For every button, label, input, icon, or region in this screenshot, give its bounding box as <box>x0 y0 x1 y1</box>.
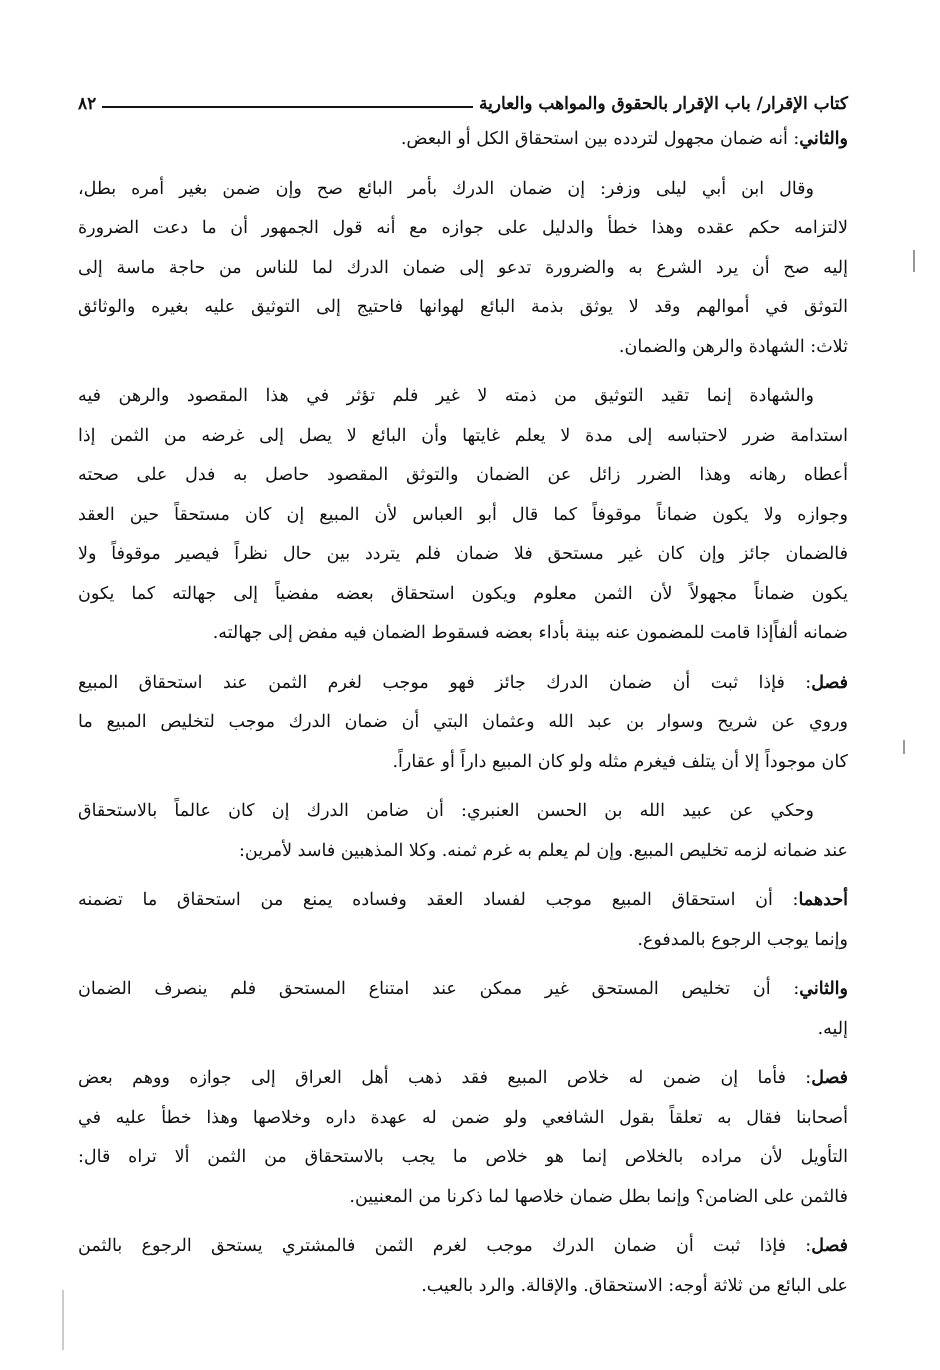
line-text: : أنه ضمان مجهول لتردده بين استحقاق الكل أو البعض. <box>400 129 800 149</box>
paragraph <box>78 170 848 368</box>
line-text: والشهادة إنما تقيد التوثيق من ذمته لا غير فلم تؤثر في هذا المقصود والرهن فيه <box>78 386 814 406</box>
text-line <box>78 288 848 328</box>
lead-word: فصل <box>811 672 848 693</box>
line-text: أعطاه رهانه وهذا الضرر زائل عن الضمان والتوثق المقصود حاصل به فدل على صحته <box>78 465 848 485</box>
line-text: إليه صح أن يرد الشرع به والضرورة تدعو إلى ضمان الدرك لما للناس من حاجة ماسة إلى <box>78 257 848 278</box>
text-line <box>78 743 848 783</box>
text-line <box>78 970 848 1010</box>
lead-word: فصل <box>811 1068 848 1088</box>
text-line <box>78 664 848 704</box>
text-line <box>78 328 848 368</box>
paragraph <box>78 1227 848 1306</box>
paragraph <box>78 970 848 1049</box>
running-header <box>78 86 848 114</box>
scan-mark <box>62 1290 64 1350</box>
text-line <box>78 1099 848 1139</box>
line-text: يكون ضماناً مجهولاً لأن الثمن معلوم ويكون استحقاق بعضه مفضياً إلى جهالته كما يكون <box>78 583 848 604</box>
paragraph <box>78 664 848 783</box>
line-text: استدامة ضرر لاحتباسه إلى مدة لا يعلم غايتها وأن البائع لا يصل إلى غرضه من الثمن إذا <box>78 425 848 446</box>
text-line <box>78 120 848 160</box>
text-line <box>78 1178 848 1218</box>
paragraph <box>78 1059 848 1217</box>
paragraph <box>78 377 848 654</box>
line-text: : فإذا ثبت أن ضمان الدرك موجب لغرم الثمن فالمشتري يستحق الرجوع بالثمن <box>78 1236 812 1256</box>
line-text: ضمانه ألفاًإذا قامت للمضمون عنه بينة بأداء بعضه فسقوط الضمان فيه مفض إلى جهالته. <box>212 623 848 643</box>
line-text: : فأما إن ضمن له خلاص المبيع فقد ذهب أهل العراق إلى جوازه ووهم بعض <box>78 1068 812 1088</box>
text-line <box>78 575 848 615</box>
line-text: أصحابنا فقال به تعلقاً بقول الشافعي ولو ضمن له عهدة داره وخلاصها وهذا خطأ عليه في <box>78 1107 848 1128</box>
header-title: كتاب الإقرار/ باب الإقرار بالحقوق والمواهب والعارية <box>478 94 848 114</box>
text-line <box>78 456 848 496</box>
text-line <box>78 703 848 743</box>
text-line <box>78 792 848 832</box>
scan-mark <box>903 740 905 754</box>
text-line <box>78 377 848 417</box>
text-line <box>78 249 848 289</box>
text-line <box>78 1267 848 1307</box>
text-line <box>78 1010 848 1050</box>
page-number: ٨٢ <box>78 94 97 114</box>
line-text: ثلاث: الشهادة والرهن والضمان. <box>618 336 848 357</box>
line-text: : أن تخليص المستحق غير ممكن عند امتناع المستحق فلم ينصرف الضمان <box>78 979 800 999</box>
text-line <box>78 170 848 210</box>
line-text: وجوازه ولا يكون ضماناً موقوفاً كما قال أبو العباس لأن المبيع إن كان مستحقاً حين العقد <box>78 504 848 525</box>
line-text: فالضمان جائز وإن كان غير مستحق فلا ضمان فلم يتردد بين حال نظراً فيصير موقوفاً ولا <box>78 544 848 564</box>
lead-word: والثاني <box>799 129 848 149</box>
line-text: لالتزامه حكم عقده وهذا خطأ والدليل على جوازه مع أنه قول الجمهور أن ما دعت الضرورة <box>78 218 848 238</box>
page-body <box>78 120 848 1306</box>
lead-word: فصل <box>811 1236 848 1256</box>
scan-mark <box>913 250 915 272</box>
lead-word: والثاني <box>799 979 848 999</box>
line-text: التأويل لأن مراده بالخلاص إنما هو خلاص ما يجب بالاستحقاق من الثمن ألا تراه قال: <box>78 1147 848 1167</box>
line-text: عند ضمانه لزمه تخليص المبيع. وإن لم يعلم به غرم ثمنه. وكلا المذهبين فاسد لأمرين: <box>238 840 848 861</box>
line-text: وحكي عن عبيد الله بن الحسن العنبري: أن ضامن الدرك إن كان عالماً بالاستحقاق <box>78 801 814 821</box>
text-line <box>78 496 848 536</box>
text-line <box>78 1059 848 1099</box>
text-line <box>78 921 848 961</box>
text-line <box>78 417 848 457</box>
header-rule <box>102 106 473 108</box>
line-text: التوثق في أموالهم وقد لا يوثق بذمة البائع لهوانها فاحتيج إلى التوثيق عليه بغيره والوثائق <box>78 297 848 317</box>
line-text: على البائع من ثلاثة أوجه: الاستحقاق. والإقالة. والرد بالعيب. <box>421 1275 848 1296</box>
paragraph <box>78 792 848 871</box>
line-text: وقال ابن أبي ليلى وزفر: إن ضمان الدرك بأمر البائع صح وإن ضمن بغير أمره بطل، <box>78 178 814 199</box>
text-line <box>78 881 848 921</box>
text-line <box>78 1227 848 1267</box>
line-text: كان موجوداً إلا أن يتلف فيغرم مثله ولو كان المبيع داراً أو عقاراً. <box>392 751 848 772</box>
line-text: : فإذا ثبت أن ضمان الدرك جائز فهو موجب لغرم الثمن عند استحقاق المبيع <box>78 672 812 693</box>
line-text: وإنما يوجب الرجوع بالمدفوع. <box>637 929 848 950</box>
text-line <box>78 614 848 654</box>
paragraph <box>78 881 848 960</box>
text-line <box>78 832 848 872</box>
line-text: إليه. <box>817 1018 848 1039</box>
line-text: : أن استحقاق المبيع موجب لفساد العقد وفساده يمنع من استحقاق ما تضمنه <box>78 890 799 910</box>
text-line <box>78 209 848 249</box>
paragraph <box>78 120 848 160</box>
lead-word: أحدهما <box>798 890 848 910</box>
text-line <box>78 1138 848 1178</box>
line-text: وروي عن شريح وسوار بن عبد الله وعثمان البتي أن ضمان الدرك موجب لتخليص المبيع ما <box>78 712 848 732</box>
line-text: فالثمن على الضامن؟ وإنما بطل ضمان خلاصها لما ذكرنا من المعنيين. <box>349 1186 848 1207</box>
book-page <box>78 86 848 1316</box>
text-line <box>78 535 848 575</box>
